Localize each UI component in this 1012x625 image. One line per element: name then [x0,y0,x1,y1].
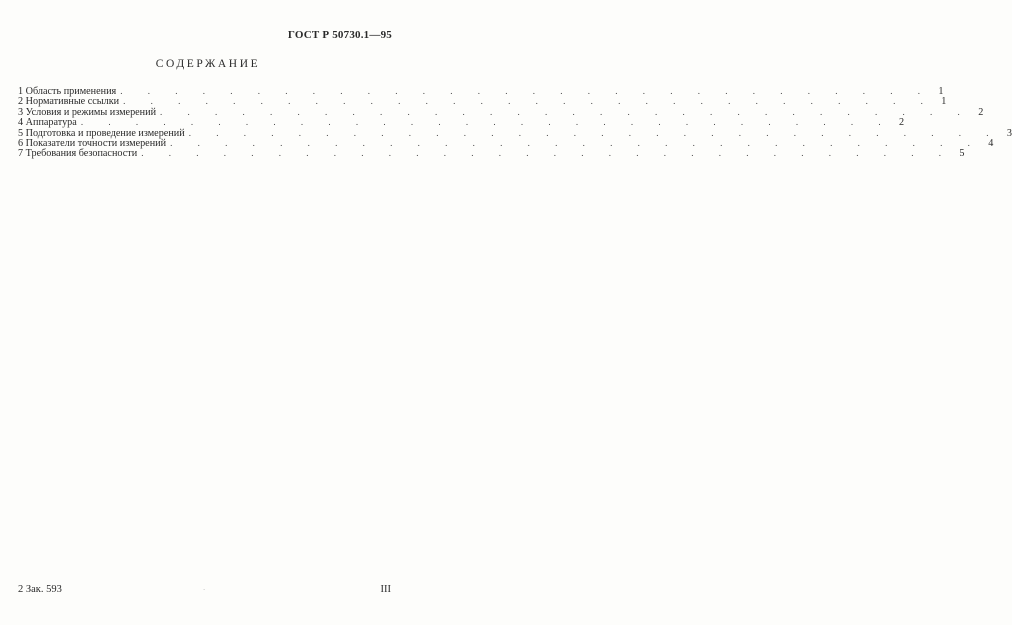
toc-item-page: 5 [959,148,965,160]
toc-item-apparatus [18,117,905,129]
dot-leader: . . . . . . . . . . . . . . . . . . . . . . . . . . . . . . [160,106,972,117]
toc-item-page: 2 [898,117,905,129]
toc-heading: СОДЕРЖАНИЕ [155,58,261,70]
toc-item-scope [18,86,944,97]
order-number: 2 Зак. 593 [18,584,62,595]
table-of-contents [18,86,1012,160]
toc-item-title: 7 Требования безопасности [18,148,138,160]
dot-leader: . . . . . . . . . . . . . . . . . . . . . . . . . . . . . . [120,86,932,96]
dot-leader: . . . . . . . . . . . . . . . . . . . . . . . . . . . . . . [80,117,893,128]
toc-item-measurement-conditions [18,106,984,118]
toc-item-page: 3 [1006,127,1012,139]
toc-item-title: 3 Условия и режимы измерений [18,106,157,118]
dot-leader: . . . . . . . . . . . . . . . . . . . . . . . . . . . . . . [141,148,953,159]
dot-leader: . . . . . . . . . . . . . . . . . . . . . . . . . . . . . . [123,96,935,107]
toc-item-preparation [18,127,1012,139]
dot-leader: . . . . . . . . . . . . . . . . . . . . . . . . . . . . . . [170,137,982,148]
toc-item-page: 2 [978,106,984,118]
toc-item-normative-references [18,96,947,108]
dot-leader: . . . . . . . . . . . . . . . . . . . . . . . . . . . . . . [188,127,1000,138]
toc-item-accuracy [18,137,994,149]
toc-item-title: 5 Подготовка и проведение измерений [18,127,185,139]
toc-item-title: 6 Показатели точности измерений [18,137,167,149]
document-code: ГОСТ Р 50730.1—95 [287,29,392,41]
toc-item-page: 4 [988,137,994,149]
toc-item-page: 1 [938,86,944,97]
print-speck: · [203,586,206,594]
toc-item-page: 1 [941,96,947,108]
toc-item-title: 1 Область применения [18,86,117,97]
page-number: III [380,584,391,595]
toc-item-title: 2 Нормативные ссылки [18,96,120,108]
toc-item-safety [18,148,965,160]
toc-item-title: 4 Аппаратура [18,117,77,129]
